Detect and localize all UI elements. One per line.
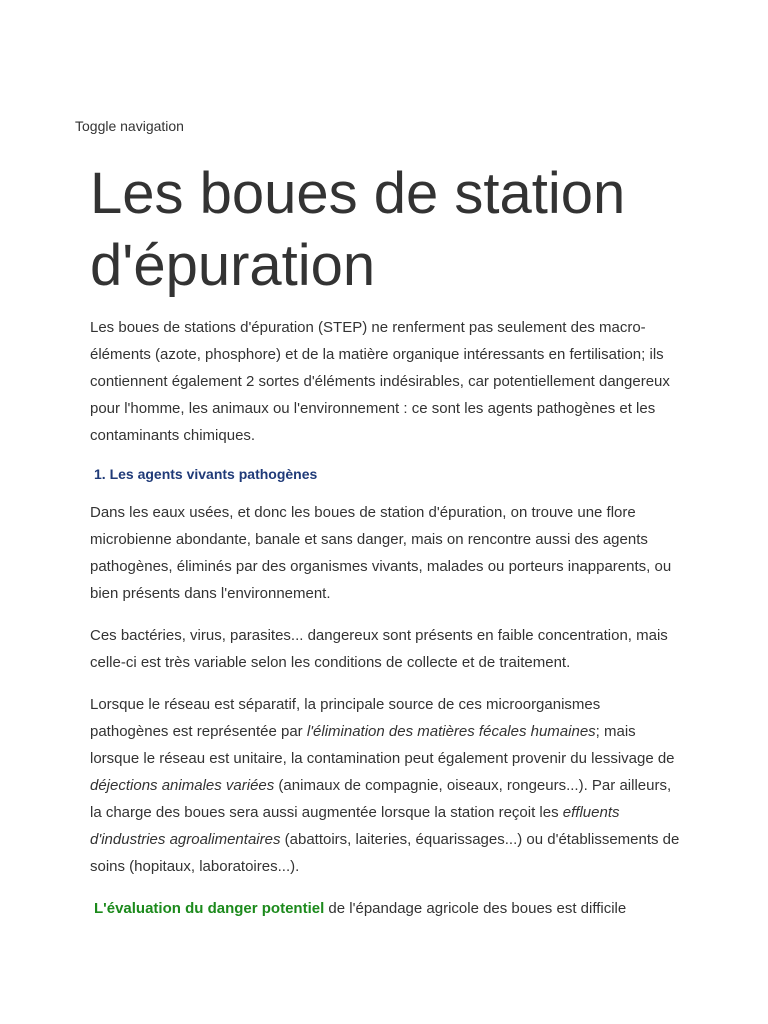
- page-title: Les boues de station d'épuration: [90, 161, 626, 298]
- intro-paragraph: Les boues de stations d'épuration (STEP) ne renferment pas seulement des macro-éléments (azote, phosphore) et de la matière organique intéressants en fertilisation; ils contiennent également 2 sortes d'éléments indésirables, car potentiellement dangereux pour l'homme, les animaux ou l'environnement : ce sont les agents pathogènes et les contaminants chimiques.: [90, 319, 670, 444]
- pathogens-paragraph-1: Dans les eaux usées, et donc les boues de station d'épuration, on trouve une flore microbienne abondante, banale et sans danger, mais on rencontre aussi des agents pathogènes, éliminés par des organismes vivants, malades ou porteurs inapparents, ou bien présents dans l'environnement.: [90, 504, 672, 602]
- toggle-navigation-button[interactable]: Toggle navigation: [75, 118, 184, 134]
- danger-evaluation-paragraph: [90, 895, 682, 922]
- para3-emphasis-1: l'élimination des matières fécales humaines: [306, 723, 596, 740]
- para3-text-4: (abattoirs, laiteries, équarissages...) ou d'établissements de soins (hopitaux, laboratoires...).: [90, 831, 680, 875]
- para3-text-3: (animaux de compagnie, oiseaux, rongeurs...). Par ailleurs, la charge des boues sera aussi augmentée lorsque la station reçoit les: [90, 777, 672, 821]
- article-content: [90, 158, 682, 937]
- section-heading-pathogens: 1. Les agents vivants pathogènes: [94, 466, 318, 482]
- danger-evaluation-highlight: L'évaluation du danger potentiel: [94, 900, 325, 917]
- para3-text-1: Lorsque le réseau est séparatif, la principale source de ces microorganismes pathogènes est représentée par: [90, 696, 601, 740]
- danger-evaluation-text: de l'épandage agricole des boues est difficile: [324, 900, 627, 917]
- para3-emphasis-3: effluents d'industries agroalimentaires: [90, 804, 620, 848]
- para3-emphasis-2: déjections animales variées: [90, 777, 275, 794]
- pathogens-paragraph-3: [90, 691, 682, 880]
- pathogens-paragraph-2: Ces bactéries, virus, parasites... dangereux sont présents en faible concentration, mais celle-ci est très variable selon les conditions de collecte et de traitement.: [90, 627, 668, 671]
- para3-text-2: ; mais lorsque le réseau est unitaire, la contamination peut également provenir du lessivage de: [90, 723, 675, 767]
